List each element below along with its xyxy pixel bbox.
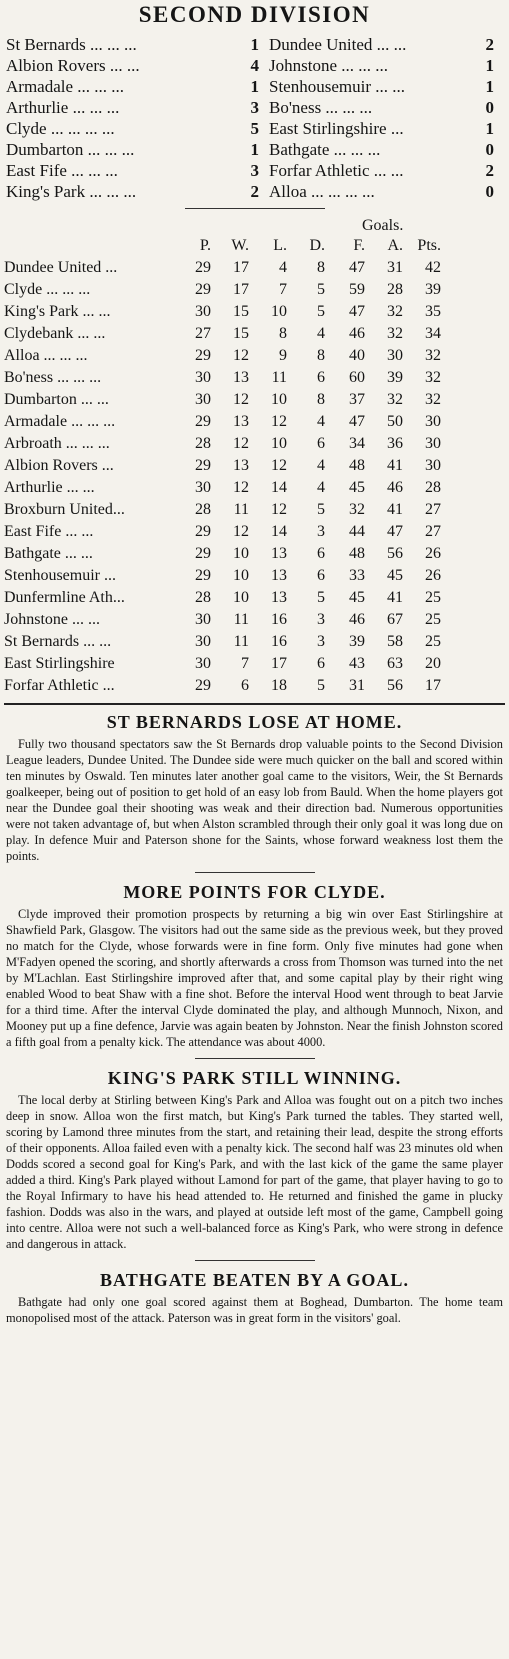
col-header: W.: [231, 237, 249, 254]
stat-f: 31: [349, 677, 365, 694]
divider: [185, 208, 325, 209]
stat-pts: 27: [425, 523, 441, 540]
article-headline: ST BERNARDS LOSE AT HOME.: [106, 712, 403, 732]
table-row: [4, 609, 441, 631]
stat-w: 13: [233, 457, 249, 474]
stat-a: 32: [387, 325, 403, 342]
stat-p: 29: [195, 457, 211, 474]
stat-d: 6: [317, 655, 325, 672]
stat-w: 11: [233, 611, 249, 628]
stat-a: 56: [387, 545, 403, 562]
stat-f: 32: [349, 501, 365, 518]
stat-p: 30: [195, 611, 211, 628]
col-header: A.: [387, 237, 403, 254]
stat-a: 28: [387, 281, 403, 298]
stat-l: 10: [271, 391, 287, 408]
away-score: 1: [485, 119, 494, 138]
stat-l: 10: [271, 435, 287, 452]
col-header: D.: [309, 237, 325, 254]
team-name: King's Park ... ...: [4, 303, 111, 320]
table-row: [4, 411, 441, 433]
home-team: Arthurlie ... ... ...: [6, 98, 120, 117]
stat-f: 48: [349, 457, 365, 474]
stat-d: 8: [317, 391, 325, 408]
stat-a: 32: [387, 303, 403, 320]
article-body: Bathgate had only one goal scored against them at Boghead, Dumbarton. The home team monopolised most of the attack. Paterson was in great form in the visitors' goal.: [6, 1295, 503, 1325]
article-body: Clyde improved their promotion prospects by returning a big win over East Stirlingshire at Shawfield Park, Glasgow. The visitors had out the same side as the previous week, but they proved no match for the Clyde, whose forwards were in fine form. Only five minutes had gone when M'Fadyen opened the scoring, and shortly afterwards a cross from Thomson was turned into the net by M'Lachlan. East Stirlingshire improved after that, and some capital play by their right wing enabled Wood to beat Shaw with a fine shot. Before the interval Hood went through to beat Jarvie for a third time. After the interval Clyde dominated the play, and although Munnoch, Nixon, and Mooney put up a fine defence, Jarvie was again beaten by Johnston. Near the finish Johnston scored a fifth goal from a penalty kick. The attendance was about 4000.: [6, 907, 503, 1049]
table-row: [4, 499, 441, 521]
home-score: 1: [250, 35, 259, 54]
home-team: Armadale ... ... ...: [6, 77, 125, 96]
team-header: [4, 235, 179, 257]
stat-pts: 34: [425, 325, 441, 342]
team-name: St Bernards ... ...: [4, 633, 112, 650]
stat-pts: 27: [425, 501, 441, 518]
stat-w: 13: [233, 413, 249, 430]
article-body: The local derby at Stirling between King's Park and Alloa was fought out on a pitch two inches deep in snow. Alloa won the first match, but King's Park turned the tables. They started well, scoring by Lamond three minutes from the start, and retaining their lead, despite the strong efforts of their opponents. Alloa failed even with a penalty kick. The second half was 23 minutes old when Dodds scored a second goal for King's Park, and with the last kick of the game the same player added a third. King's Park played without Lamond for part of the game, that player having to go to the Royal Infirmary to have his head attended to. He returned and finished the game in plucky fashion. Dodds was also in the wars, and played at outside left most of the game, Campbell going into centre. Alloa were not such a well-balanced force as King's Park, who were strong in defence and dangerous in attack.: [6, 1093, 503, 1251]
stat-f: 47: [349, 259, 365, 276]
stat-l: 10: [271, 303, 287, 320]
stat-l: 8: [279, 325, 287, 342]
stat-a: 41: [387, 501, 403, 518]
stat-f: 37: [349, 391, 365, 408]
stat-a: 46: [387, 479, 403, 496]
table-row: [4, 323, 441, 345]
stat-d: 8: [317, 347, 325, 364]
stat-p: 30: [195, 655, 211, 672]
result-row: [6, 160, 503, 181]
stat-w: 10: [233, 545, 249, 562]
stat-a: 36: [387, 435, 403, 452]
stat-w: 10: [233, 567, 249, 584]
section-rule: [4, 703, 505, 705]
team-name: Clydebank ... ...: [4, 325, 106, 342]
table-row: [4, 389, 441, 411]
stat-l: 7: [279, 281, 287, 298]
home-score: 1: [250, 140, 259, 159]
away-team: East Stirlingshire ...: [269, 119, 404, 138]
team-name: Stenhousemuir ...: [4, 567, 116, 584]
result-row: [6, 76, 503, 97]
stat-p: 29: [195, 545, 211, 562]
table-row: [4, 257, 441, 279]
away-score: 0: [485, 182, 494, 201]
stat-w: 15: [233, 325, 249, 342]
stat-a: 63: [387, 655, 403, 672]
team-name: Bo'ness ... ... ...: [4, 369, 102, 386]
stat-f: 60: [349, 369, 365, 386]
stat-d: 6: [317, 435, 325, 452]
stat-a: 41: [387, 589, 403, 606]
stat-p: 29: [195, 413, 211, 430]
stat-f: 48: [349, 545, 365, 562]
stat-d: 5: [317, 281, 325, 298]
stat-f: 39: [349, 633, 365, 650]
result-row: [6, 34, 503, 55]
stat-pts: 32: [425, 391, 441, 408]
team-name: East Stirlingshire: [4, 655, 115, 672]
stat-f: 46: [349, 611, 365, 628]
team-name: Albion Rovers ...: [4, 457, 114, 474]
home-score: 2: [250, 182, 259, 201]
stat-f: 43: [349, 655, 365, 672]
stat-p: 30: [195, 479, 211, 496]
team-name: Arbroath ... ... ...: [4, 435, 110, 452]
stat-f: 45: [349, 479, 365, 496]
stat-pts: 30: [425, 457, 441, 474]
stat-l: 16: [271, 611, 287, 628]
stat-l: 18: [271, 677, 287, 694]
stat-d: 3: [317, 611, 325, 628]
stat-l: 13: [271, 567, 287, 584]
stat-pts: 35: [425, 303, 441, 320]
stat-p: 29: [195, 677, 211, 694]
stat-w: 10: [233, 589, 249, 606]
stat-d: 5: [317, 677, 325, 694]
home-score: 3: [250, 98, 259, 117]
table-row: [4, 345, 441, 367]
team-name: Bathgate ... ...: [4, 545, 93, 562]
away-team: Forfar Athletic ... ...: [269, 161, 404, 180]
stat-pts: 25: [425, 611, 441, 628]
team-name: Forfar Athletic ...: [4, 677, 115, 694]
table-row: [4, 477, 441, 499]
stat-w: 15: [233, 303, 249, 320]
stat-d: 4: [317, 479, 325, 496]
divider: [195, 1260, 315, 1261]
stat-f: 59: [349, 281, 365, 298]
stat-d: 3: [317, 633, 325, 650]
away-team: Bo'ness ... ... ...: [269, 98, 373, 117]
goals-label: Goals.: [362, 217, 404, 234]
stat-w: 11: [233, 633, 249, 650]
home-score: 1: [250, 77, 259, 96]
away-score: 2: [485, 161, 494, 180]
away-team: Stenhousemuir ... ...: [269, 77, 405, 96]
stat-l: 13: [271, 589, 287, 606]
stat-w: 7: [241, 655, 249, 672]
result-row: [6, 55, 503, 76]
stat-w: 12: [233, 523, 249, 540]
stat-pts: 30: [425, 435, 441, 452]
table-row: [4, 675, 441, 697]
stat-w: 13: [233, 369, 249, 386]
stat-p: 30: [195, 303, 211, 320]
away-team: Dundee United ... ...: [269, 35, 407, 54]
table-header-row: [4, 235, 441, 257]
home-team: Dumbarton ... ... ...: [6, 140, 135, 159]
home-score: 3: [250, 161, 259, 180]
stat-p: 30: [195, 391, 211, 408]
stat-pts: 39: [425, 281, 441, 298]
stat-p: 29: [195, 523, 211, 540]
stat-pts: 28: [425, 479, 441, 496]
team-name: Dundee United ...: [4, 259, 118, 276]
stat-pts: 25: [425, 589, 441, 606]
stat-pts: 30: [425, 413, 441, 430]
stat-d: 4: [317, 413, 325, 430]
stat-pts: 26: [425, 567, 441, 584]
stat-p: 30: [195, 369, 211, 386]
team-name: Dunfermline Ath...: [4, 589, 125, 606]
stat-f: 45: [349, 589, 365, 606]
team-name: Arthurlie ... ...: [4, 479, 95, 496]
stat-d: 4: [317, 325, 325, 342]
stat-a: 67: [387, 611, 403, 628]
home-score: 4: [250, 56, 259, 75]
stat-p: 29: [195, 567, 211, 584]
stat-f: 34: [349, 435, 365, 452]
stat-d: 5: [317, 501, 325, 518]
stat-f: 44: [349, 523, 365, 540]
stat-pts: 32: [425, 347, 441, 364]
away-score: 0: [485, 140, 494, 159]
stat-f: 40: [349, 347, 365, 364]
table-row: [4, 433, 441, 455]
col-header: P.: [199, 237, 211, 254]
stat-f: 33: [349, 567, 365, 584]
away-score: 1: [485, 56, 494, 75]
stat-w: 6: [241, 677, 249, 694]
article-headline: MORE POINTS FOR CLYDE.: [123, 882, 386, 902]
table-row: [4, 565, 441, 587]
result-row: [6, 181, 503, 202]
home-team: King's Park ... ... ...: [6, 182, 137, 201]
stat-p: 28: [195, 589, 211, 606]
col-header: F.: [353, 237, 365, 254]
table-row: [4, 653, 441, 675]
article-st-bernards: [6, 711, 503, 864]
stat-d: 3: [317, 523, 325, 540]
stat-w: 17: [233, 281, 249, 298]
divider: [195, 872, 315, 873]
table-row: [4, 587, 441, 609]
stat-w: 12: [233, 435, 249, 452]
results-list: [6, 34, 503, 202]
stat-d: 8: [317, 259, 325, 276]
league-table: [4, 235, 441, 697]
home-team: Clyde ... ... ... ...: [6, 119, 115, 138]
stat-f: 47: [349, 303, 365, 320]
stat-w: 12: [233, 347, 249, 364]
stat-l: 13: [271, 545, 287, 562]
stat-l: 16: [271, 633, 287, 650]
stat-f: 46: [349, 325, 365, 342]
stat-w: 12: [233, 479, 249, 496]
away-score: 1: [485, 77, 494, 96]
stat-l: 9: [279, 347, 287, 364]
stat-p: 29: [195, 281, 211, 298]
stat-f: 47: [349, 413, 365, 430]
table-row: [4, 301, 441, 323]
team-name: Broxburn United...: [4, 501, 125, 518]
stat-d: 6: [317, 567, 325, 584]
article-bathgate: [6, 1269, 503, 1326]
stat-a: 30: [387, 347, 403, 364]
col-header: L.: [273, 237, 287, 254]
away-team: Johnstone ... ... ...: [269, 56, 388, 75]
stat-a: 39: [387, 369, 403, 386]
stat-d: 5: [317, 589, 325, 606]
article-headline: KING'S PARK STILL WINNING.: [107, 1068, 402, 1088]
stat-a: 56: [387, 677, 403, 694]
table-row: [4, 543, 441, 565]
article-body: Fully two thousand spectators saw the St Bernards drop valuable points to the Second Division League leaders, Dundee United. The Dundee side were much quicker on the ball and scored within ten minutes by Oswald. Ten minutes later another goal came to the visitors, Weir, the St Bernards goalkeeper, being out of position to get hold of an easy lob from Bauld. When the home players got near the Dundee goal their shooting was weak and their direction bad. Numerous opportunities were not taken advantage of, but when Alston scrambled through their only goal it was long due on play. In defence Muir and Paterson shone for the Saints, whose forward weakness lost them the points.: [6, 737, 503, 863]
stat-l: 14: [271, 479, 287, 496]
stat-p: 29: [195, 259, 211, 276]
stat-a: 50: [387, 413, 403, 430]
away-score: 0: [485, 98, 494, 117]
article-kings-park: [6, 1067, 503, 1252]
stat-a: 31: [387, 259, 403, 276]
table-row: [4, 367, 441, 389]
team-name: Armadale ... ... ...: [4, 413, 116, 430]
stat-a: 58: [387, 633, 403, 650]
table-row: [4, 279, 441, 301]
stat-p: 30: [195, 633, 211, 650]
home-score: 5: [250, 119, 259, 138]
stat-l: 12: [271, 501, 287, 518]
article-clyde: [6, 881, 503, 1050]
stat-w: 11: [233, 501, 249, 518]
stat-a: 32: [387, 391, 403, 408]
home-team: Albion Rovers ... ...: [6, 56, 140, 75]
team-name: Dumbarton ... ...: [4, 391, 109, 408]
stat-d: 6: [317, 369, 325, 386]
result-row: [6, 118, 503, 139]
away-team: Alloa ... ... ... ...: [269, 182, 375, 201]
stat-d: 5: [317, 303, 325, 320]
league-table-body: [4, 257, 441, 697]
stat-p: 29: [195, 347, 211, 364]
stat-p: 27: [195, 325, 211, 342]
home-team: St Bernards ... ... ...: [6, 35, 137, 54]
stat-pts: 32: [425, 369, 441, 386]
stat-a: 45: [387, 567, 403, 584]
stat-pts: 42: [425, 259, 441, 276]
stat-a: 47: [387, 523, 403, 540]
stat-l: 11: [271, 369, 287, 386]
away-score: 2: [485, 35, 494, 54]
stat-a: 41: [387, 457, 403, 474]
division-title: SECOND DIVISION: [138, 2, 371, 27]
table-row: [4, 631, 441, 653]
stat-pts: 25: [425, 633, 441, 650]
stat-pts: 20: [425, 655, 441, 672]
result-row: [6, 139, 503, 160]
team-name: Alloa ... ... ...: [4, 347, 88, 364]
stat-w: 12: [233, 391, 249, 408]
stat-d: 4: [317, 457, 325, 474]
table-row: [4, 521, 441, 543]
stat-pts: 17: [425, 677, 441, 694]
stat-w: 17: [233, 259, 249, 276]
stat-p: 28: [195, 501, 211, 518]
home-team: East Fife ... ... ...: [6, 161, 118, 180]
article-headline: BATHGATE BEATEN BY A GOAL.: [100, 1270, 409, 1290]
team-name: Clyde ... ... ...: [4, 281, 91, 298]
col-header: Pts.: [417, 237, 441, 254]
stat-l: 14: [271, 523, 287, 540]
away-team: Bathgate ... ... ...: [269, 140, 381, 159]
stat-l: 4: [279, 259, 287, 276]
team-name: Johnstone ... ...: [4, 611, 100, 628]
stat-l: 17: [271, 655, 287, 672]
stat-l: 12: [271, 457, 287, 474]
stat-l: 12: [271, 413, 287, 430]
team-name: East Fife ... ...: [4, 523, 94, 540]
divider: [195, 1058, 315, 1059]
table-row: [4, 455, 441, 477]
result-row: [6, 97, 503, 118]
stat-pts: 26: [425, 545, 441, 562]
stat-d: 6: [317, 545, 325, 562]
stat-p: 28: [195, 435, 211, 452]
